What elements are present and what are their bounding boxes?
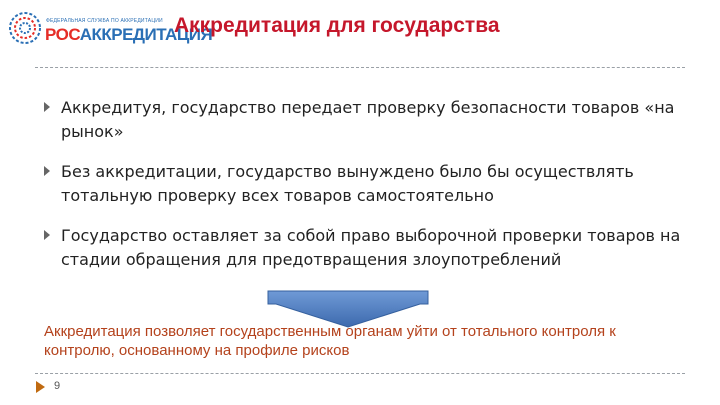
bullet-arrow-icon	[44, 102, 50, 112]
page-marker-icon	[36, 381, 45, 393]
bullet-item	[52, 160, 692, 208]
logo-akkreditaciya: АККРЕДИТАЦИЯ	[79, 25, 213, 44]
bottom-divider	[35, 373, 685, 374]
bullet-list	[52, 96, 692, 288]
bullet-arrow-icon	[44, 166, 50, 176]
logo-top-text: ФЕДЕРАЛЬНАЯ СЛУЖБА ПО АККРЕДИТАЦИИ	[46, 18, 163, 24]
top-divider	[35, 67, 685, 68]
slide-title	[0, 14, 720, 38]
bullet-text: Без аккредитации, государство вынуждено было бы осуществлять тотальную проверку всех товаров самостоятельно	[61, 162, 634, 205]
bullet-arrow-icon	[44, 230, 50, 240]
page-number: 9	[54, 380, 61, 392]
bullet-text: Государство оставляет за собой право выборочной проверки товаров на стадии обращения для предотвращения злоупотреблений	[61, 226, 681, 269]
logo-ros: РОС	[45, 25, 80, 44]
slide-title-text: Аккредитация для государства	[174, 14, 500, 37]
bullet-item	[52, 96, 692, 144]
bullet-item	[52, 224, 692, 272]
bullet-text: Аккредитуя, государство передает проверку безопасности товаров «на рынок»	[61, 98, 675, 141]
conclusion-text: Аккредитация позволяет государственным органам уйти от тотального контроля к контролю, основанному на профиле рисков	[44, 323, 616, 359]
